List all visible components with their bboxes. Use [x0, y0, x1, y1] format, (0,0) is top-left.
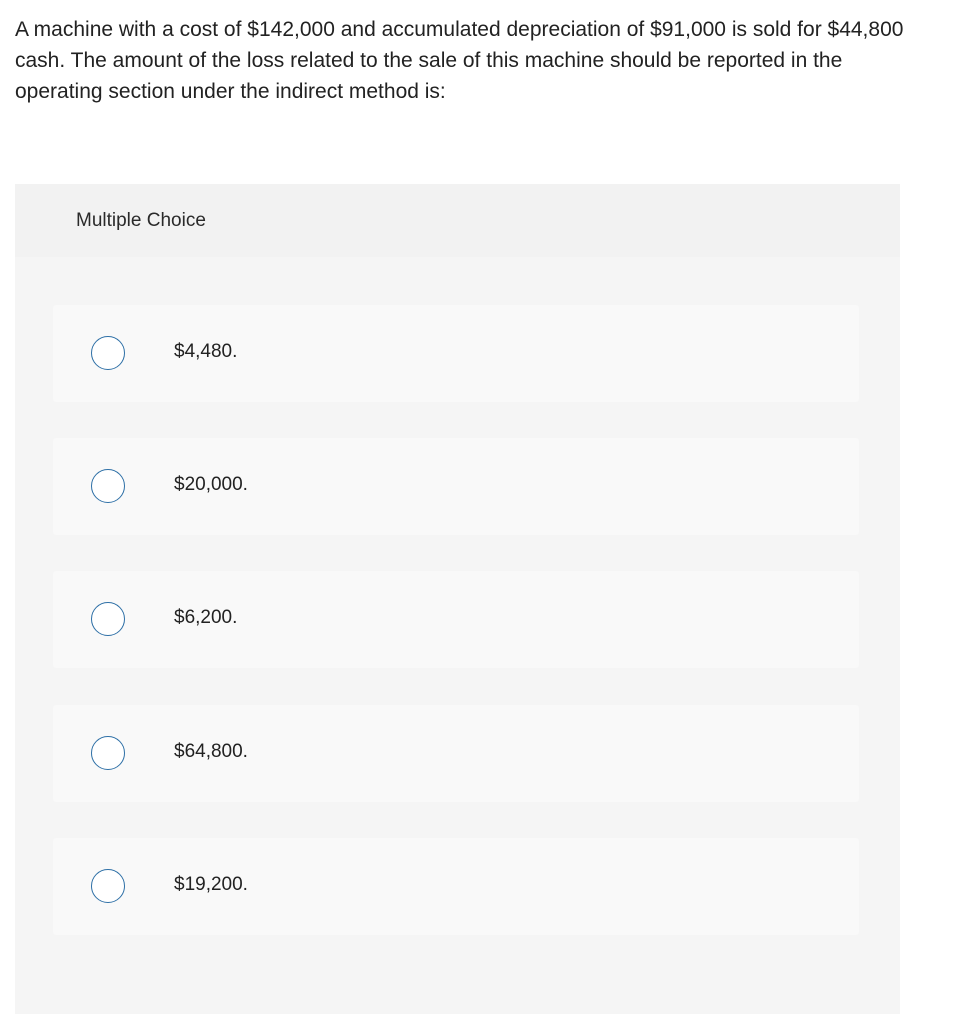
answer-option-5[interactable]: [53, 838, 859, 935]
multiple-choice-panel: [15, 184, 900, 1014]
radio-button-icon[interactable]: [91, 602, 125, 636]
answer-option-1[interactable]: [53, 305, 859, 402]
radio-button-icon[interactable]: [91, 336, 125, 370]
answer-option-4[interactable]: [53, 705, 859, 802]
radio-button-icon[interactable]: [91, 869, 125, 903]
radio-button-icon[interactable]: [91, 736, 125, 770]
answer-option-label: $64,800.: [174, 741, 248, 762]
multiple-choice-header: [15, 184, 900, 257]
question-text: A machine with a cost of $142,000 and accumulated depreciation of $91,000 is sold for $44,800 cash. The amount of the loss related to the sale of this machine should be reported in the operating section under the indirect method is:: [15, 18, 904, 103]
answer-option-label: $19,200.: [174, 874, 248, 895]
radio-button-icon[interactable]: [91, 469, 125, 503]
answer-option-label: $6,200.: [174, 607, 238, 628]
answer-option-3[interactable]: [53, 571, 859, 668]
multiple-choice-title: Multiple Choice: [76, 210, 206, 231]
answer-option-2[interactable]: [53, 438, 859, 535]
answer-option-label: $20,000.: [174, 474, 248, 495]
answer-option-label: $4,480.: [174, 341, 238, 362]
options-list: [15, 257, 900, 1014]
